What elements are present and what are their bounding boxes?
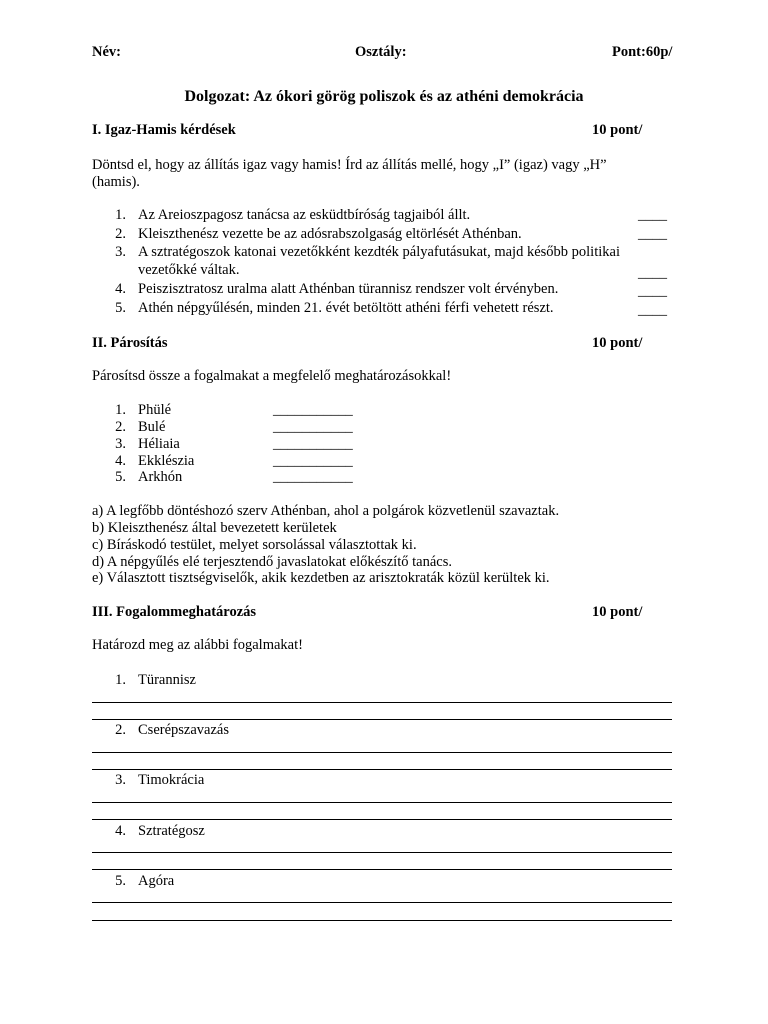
test-page: Név: Osztály: Pont:60p/ Dolgozat: Az ókori görög poliszok és az athéni demokrácia I. Igaz-Hamis kérdések 10 pont/ Döntsd el, hogy az állítás igaz vagy hamis! Írd az állítás mellé, hogy „I” (igaz) vagy „H” (hamis). 1. Az Areioszpagosz tanácsa az esküdtbíróság tagjaiból állt. ____ 2. Kleiszthenész vezette be az adósrabszolgaság eltörlését Athénban. ____ 3. A sztratégoszok katonai vezetőkként kezdték pályafutásukat, majd később politikai vezetőkké váltak. ____ 4. Peiszisztratosz uralma alatt Athénban türannisz rendszer volt érvényben. ____ 5. Athén népgyűlésén, minden 21. évét betöltött athéni férfi vehetett részt. ____ II. Párosítás 10 pont/ Párosítsd össze a fogalmakat a megfelelő meghatározásokkal! 1. Phülé ___________ 2. Bulé ___________ 3. Héliaia ___________ 4. Ekklészia ___________ 5. Arkhón ___________ a) A legfőbb döntéshozó szerv Athénban, ahol a polgárok közvetlenül szavaztak. b) Kleiszthenész által bevezetett kerületek c) Bíráskodó testület, melyet sorsolással választottak ki. d) A népgyűlés elé terjesztendő javaslatokat előkészítő tanács. e) Választott tisztségviselők, akik kezdetben az arisztokraták közül kerültek ki. III. Fogalommeghatározás 10 pont/ Határozd meg az alábbi fogalmakat! 1. Türannisz 2. Cserépszavazás 3. Timokrácia 4. Sztratégosz 5. Agóra bbox=[0, 0, 768, 1024]
answer-line[interactable] bbox=[92, 769, 672, 770]
section2-heading: II. Párosítás bbox=[92, 335, 168, 351]
section3-instruction: Határozd meg az alábbi fogalmakat! bbox=[92, 637, 303, 653]
answer-line[interactable] bbox=[92, 752, 672, 753]
name-label: Név: bbox=[92, 44, 121, 60]
definition-item: b) Kleiszthenész által bevezetett kerületek bbox=[92, 520, 337, 536]
section1-points: 10 pont/ bbox=[592, 122, 643, 138]
answer-blank[interactable]: ____ bbox=[638, 207, 667, 223]
match-blank[interactable]: ___________ bbox=[273, 469, 353, 485]
section2-instruction: Párosítsd össze a fogalmakat a megfelelő meghatározásokkal! bbox=[92, 368, 452, 384]
answer-line[interactable] bbox=[92, 852, 672, 853]
definition-item: d) A népgyűlés elé terjesztendő javaslatokat előkészítő tanács. bbox=[92, 554, 452, 570]
answer-blank[interactable]: ____ bbox=[638, 226, 667, 242]
answer-line[interactable] bbox=[92, 920, 672, 921]
definition-item: c) Bíráskodó testület, melyet sorsolással választottak ki. bbox=[92, 537, 417, 553]
section2-points: 10 pont/ bbox=[592, 335, 643, 351]
answer-blank[interactable]: ____ bbox=[638, 302, 667, 318]
page-title: Dolgozat: Az ókori görög poliszok és az athéni demokrácia bbox=[184, 88, 584, 105]
section3-points: 10 pont/ bbox=[592, 604, 643, 620]
match-blank[interactable]: ___________ bbox=[273, 436, 353, 452]
definition-item: a) A legfőbb döntéshozó szerv Athénban, ahol a polgárok közvetlenül szavaztak. bbox=[92, 503, 560, 519]
answer-line[interactable] bbox=[92, 819, 672, 820]
section3-heading: III. Fogalommeghatározás bbox=[92, 604, 257, 620]
points-label: Pont:60p/ bbox=[612, 44, 673, 60]
class-label: Osztály: bbox=[355, 44, 407, 60]
match-blank[interactable]: ___________ bbox=[273, 453, 353, 469]
section1-instruction: Döntsd el, hogy az állítás igaz vagy hamis! Írd az állítás mellé, hogy „I” (igaz) vagy „H” bbox=[92, 157, 607, 173]
answer-line[interactable] bbox=[92, 902, 672, 903]
answer-line[interactable] bbox=[92, 702, 672, 703]
match-blank[interactable]: ___________ bbox=[273, 419, 353, 435]
answer-blank[interactable]: ____ bbox=[638, 265, 667, 281]
answer-line[interactable] bbox=[92, 719, 672, 720]
definition-item: e) Választott tisztségviselők, akik kezdetben az arisztokraták közül kerültek ki. bbox=[92, 570, 550, 586]
section1-instruction-cont: (hamis). bbox=[92, 174, 140, 190]
answer-blank[interactable]: ____ bbox=[638, 283, 667, 299]
section1-heading: I. Igaz-Hamis kérdések bbox=[92, 122, 236, 138]
answer-line[interactable] bbox=[92, 802, 672, 803]
answer-line[interactable] bbox=[92, 869, 672, 870]
match-blank[interactable]: ___________ bbox=[273, 402, 353, 418]
